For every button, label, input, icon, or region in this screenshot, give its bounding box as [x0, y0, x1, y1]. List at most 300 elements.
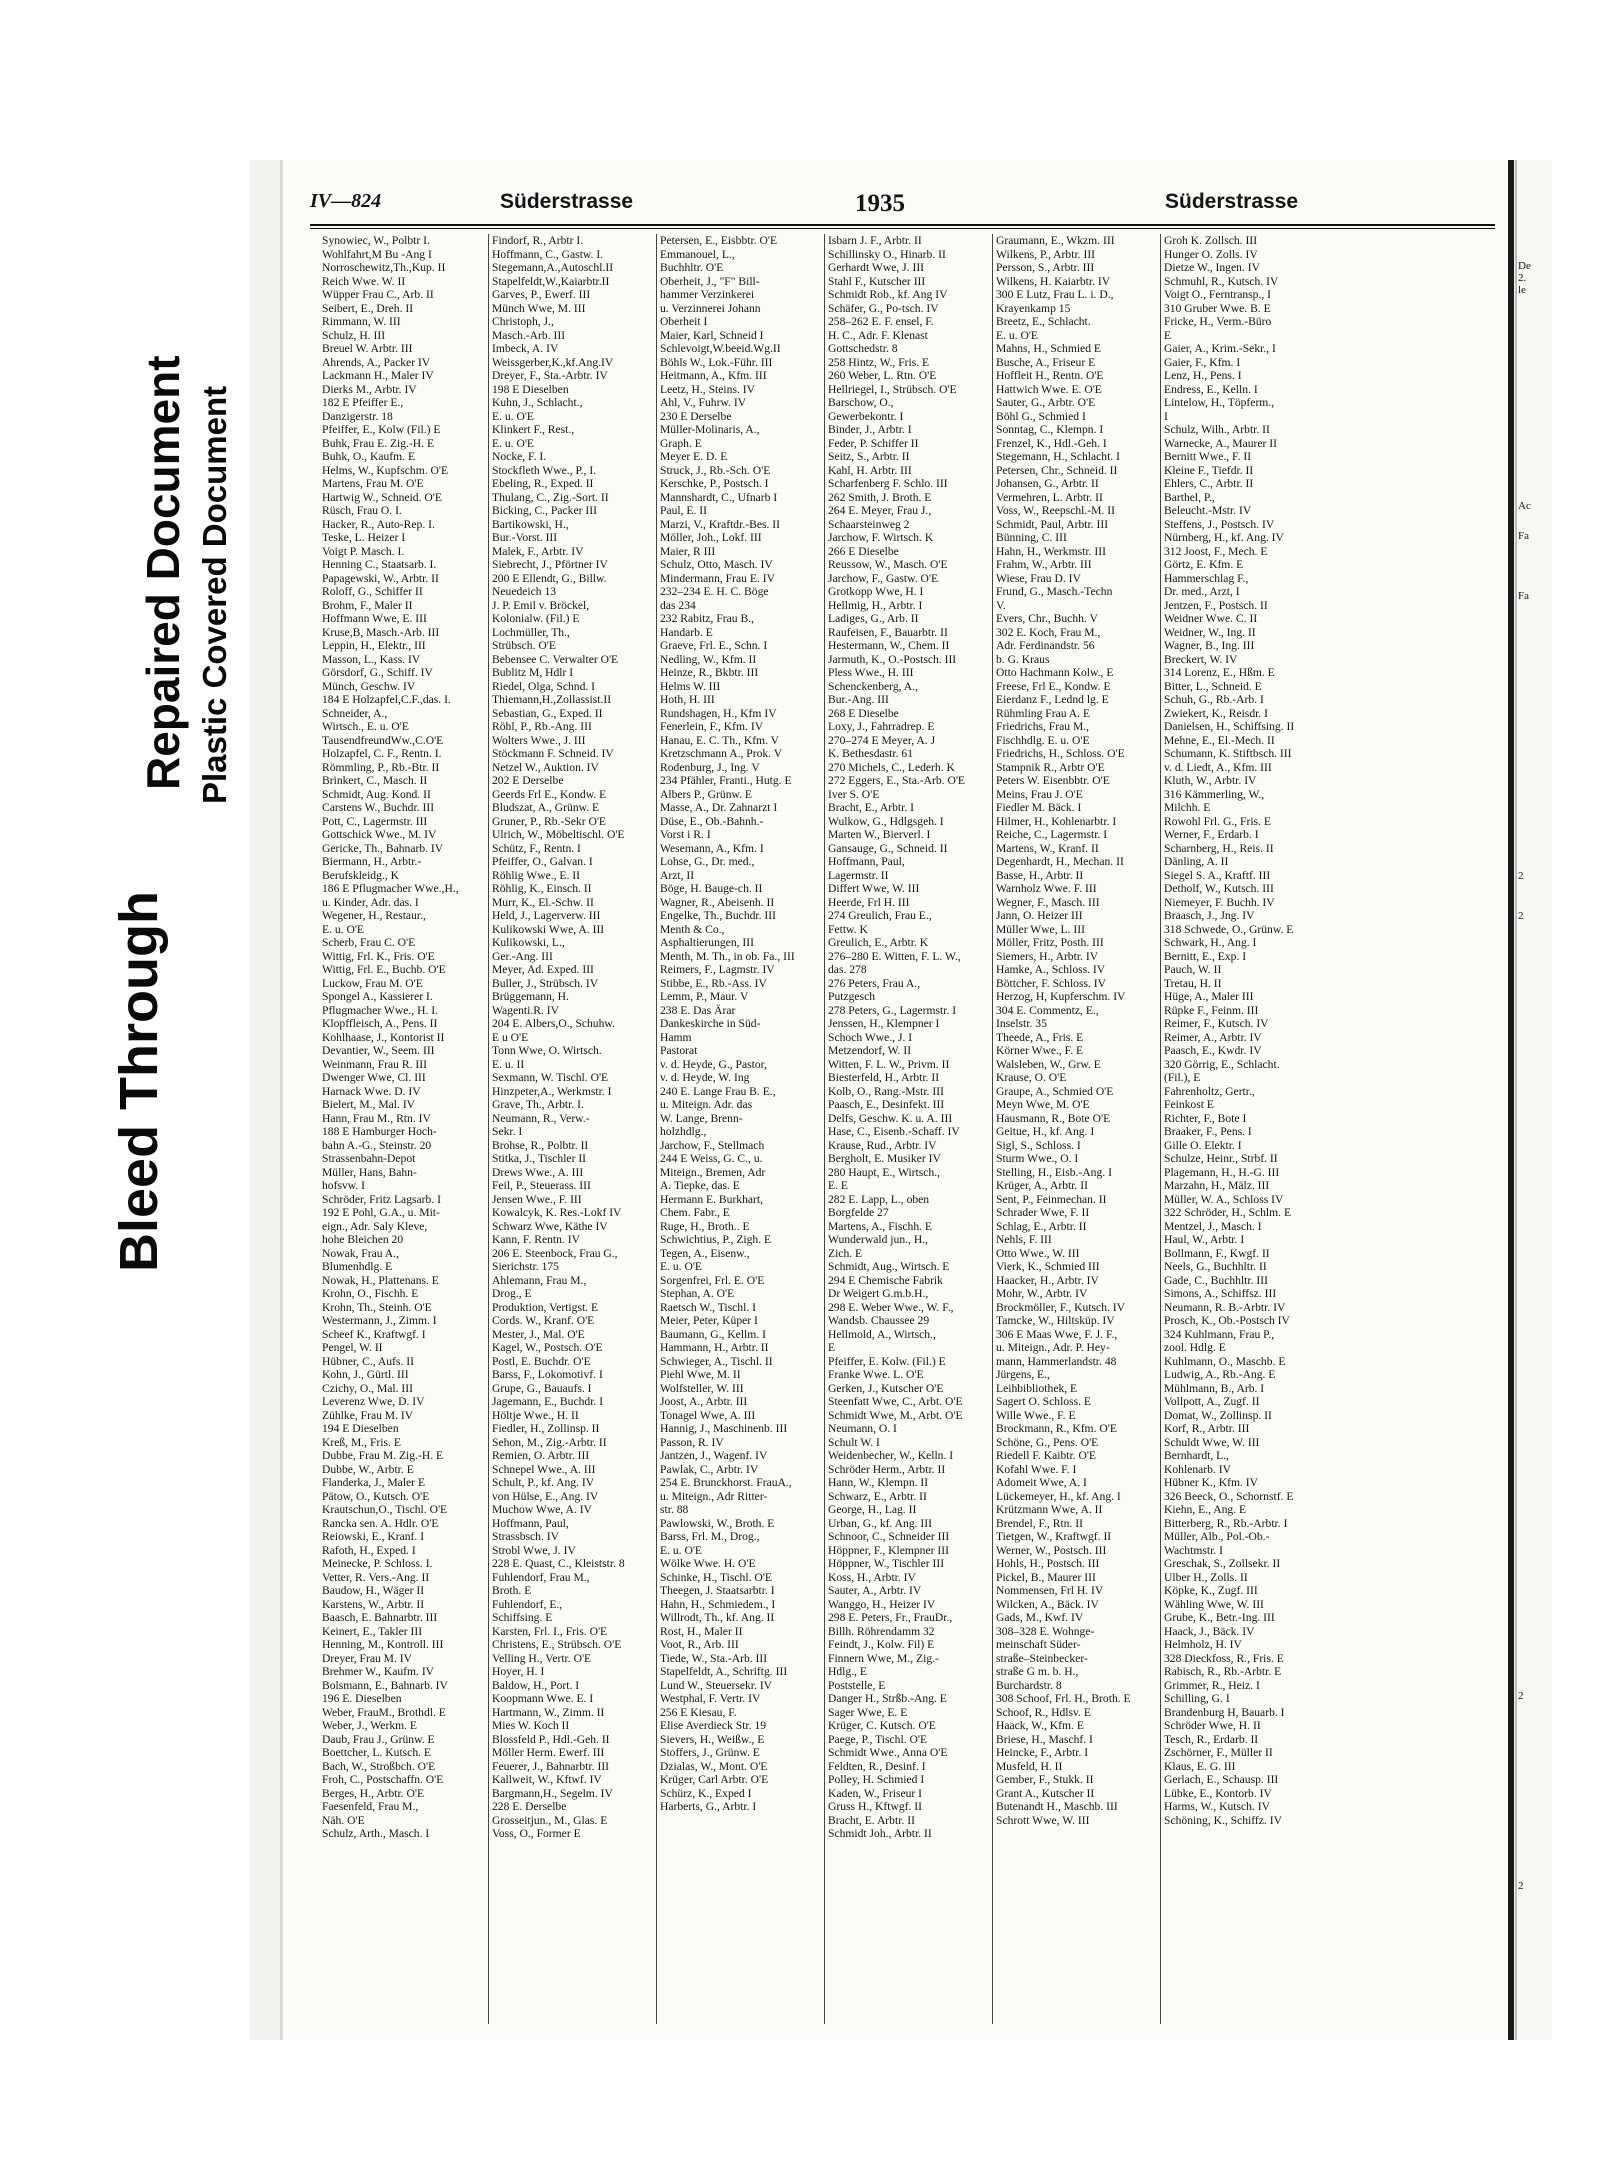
directory-entry: Kaden, W., Friseur I [828, 1786, 923, 1800]
directory-entry: 186 E Pflugmacher Wwe.,H., [322, 882, 459, 895]
directory-entry: das 234 [660, 598, 696, 612]
directory-entry: Ahl, V., Fuhrw. IV [660, 396, 747, 409]
directory-entry: Meier, Peter, Küper I [660, 1314, 758, 1327]
directory-entry: Dierks M., Arbtr. IV [322, 382, 417, 396]
directory-entry: Hestermann, W., Chem. II [828, 639, 950, 652]
directory-entry: Findorf, R., Arbtr I. [492, 234, 584, 247]
directory-entry: Carstens W., Buchdr. III [322, 801, 435, 814]
directory-entry: Finnern Wwe, M., Zig.- [828, 1651, 939, 1665]
directory-entry: TausendfreundWw.,C.O'E [322, 733, 444, 747]
directory-entry: Schenckenberg, A., [828, 679, 918, 693]
directory-entry: Weber, J., Werkm. E [322, 1719, 418, 1732]
directory-entry: Kulikowski, L., [492, 936, 565, 949]
directory-entry: Elise Averdieck Str. 19 [660, 1719, 767, 1732]
directory-entry: Schlag, E., Arbtr. II [996, 1219, 1087, 1233]
directory-entry: A. Tiepke, das. E [660, 1179, 740, 1192]
directory-entry: Klinkert F., Rest., [492, 423, 575, 436]
directory-entry: Baudow, H., Wäger II [322, 1584, 425, 1597]
directory-entry: Fricke, H., Verm.-Büro [1164, 315, 1272, 328]
directory-entry: Stelling, H., Eisb.-Ang. I [996, 1165, 1112, 1179]
directory-entry: Rafoth, H., Exped. I [322, 1543, 416, 1557]
directory-entry: Greulich, E., Arbtr. K [828, 936, 929, 949]
directory-entry: 308–328 E. Wohnge- [996, 1624, 1095, 1638]
directory-entry: Schwarz, E., Arbtr. II [828, 1489, 927, 1503]
directory-entry: Broth. E [492, 1584, 532, 1597]
directory-entry: Möller, Fritz, Posth. III [996, 936, 1104, 949]
directory-entry: Chem. Fabr., E [660, 1206, 730, 1219]
directory-entry: Breetz, E., Schlacht. [996, 315, 1091, 328]
directory-entry: Piehl Wwe, M. II [660, 1368, 741, 1381]
directory-entry: Strassbsch. IV [492, 1530, 559, 1543]
directory-entry: Werner, F., Erdarb. I [1164, 828, 1259, 841]
directory-entry: Römmling, P., Rb.-Btr. II [322, 760, 440, 774]
directory-entry: Möller Herm. Ewerf. III [492, 1746, 605, 1759]
directory-entry: Binder, J., Arbtr. I [828, 423, 912, 436]
directory-entry: Lenz, H., Pens. I [1164, 369, 1242, 382]
directory-entry: Hamke, A., Schloss. IV [996, 963, 1106, 976]
directory-entry: Gruner, P., Rb.-Sekr O'E [492, 814, 607, 828]
directory-entry: Bielert, M., Mal. IV [322, 1098, 416, 1111]
directory-entry: Wilkens, P., Arbtr. III [996, 247, 1096, 261]
directory-entry: Weber, FrauM., Brothdl. E [322, 1705, 446, 1719]
directory-entry: Ahrends, A., Packer IV [322, 355, 431, 369]
directory-entry: Kohlhaase, J., Kontorist II [322, 1030, 445, 1044]
directory-entry: Böge, H. Bauge-ch. II [660, 882, 763, 895]
directory-entry: Hanau, E. C. Th., Kfm. V [660, 733, 780, 747]
directory-entry: Feindt, J., Kolw. Fil) E [828, 1638, 935, 1651]
directory-entry: Wilkens, H. Kaiarbtr. IV [996, 274, 1111, 288]
directory-entry: Gewerbekontr. I [828, 409, 904, 423]
directory-entry: Reich Wwe. W. II [322, 274, 406, 288]
directory-entry: Schmidt Wwe, M., Arbt. O'E [828, 1408, 963, 1422]
directory-entry: Rundshagen, H., Kfm IV [660, 706, 777, 720]
directory-entry: Groh K. Zollsch. III [1164, 234, 1258, 247]
directory-entry: Sent, P., Feinmechan. II [996, 1192, 1107, 1206]
directory-entry: Theede, A., Fris. E [996, 1030, 1084, 1044]
directory-entry: Krohn, O., Fischh. E [322, 1287, 419, 1300]
directory-entry: Klaus, E. G. III [1164, 1759, 1236, 1773]
directory-entry: 188 E Hamburger Hoch- [322, 1125, 437, 1138]
directory-entry: 272 Eggers, E., Sta.-Arb. O'E [828, 774, 966, 787]
directory-entry: Krüger, Carl Arbtr. O'E [660, 1773, 769, 1786]
directory-entry: Pauch, W. II [1164, 963, 1222, 976]
directory-entry: Luckow, Frau M. O'E [322, 976, 423, 990]
directory-entry: Brockmann, R., Kfm. O'E [996, 1422, 1117, 1435]
directory-entry: Harms, W., Kutsch. IV [1164, 1800, 1270, 1813]
directory-entry: 266 E Dieselbe [828, 544, 899, 558]
directory-entry: E. u. O'E [996, 328, 1039, 342]
directory-entry: H. C., Adr. F. Klenast [828, 328, 928, 342]
directory-entry: Evers, Chr., Buchh. V [996, 612, 1098, 625]
directory-entry: Bebensee C. Verwalter O'E [492, 652, 619, 666]
directory-entry: Henning, M., Kontroll. III [322, 1638, 444, 1651]
directory-entry: v. d. Liedt, A., Kfm. III [1164, 760, 1272, 774]
directory-entry: mann, Hammerlandstr. 48 [996, 1354, 1117, 1368]
directory-entry: Stöckmann F. Schneid. IV [492, 747, 614, 760]
directory-entry: hammer Verzinkerei [660, 288, 755, 301]
directory-entry: Wittig, Frl. E., Buchb. O'E [322, 963, 446, 976]
directory-entry: Sauter, A., Arbtr. IV [828, 1584, 922, 1597]
directory-entry: Oberheit I [660, 315, 708, 328]
directory-entry: Endress, E., Kelln. I [1164, 382, 1258, 396]
directory-entry: Krüger, A., Arbtr. II [996, 1179, 1088, 1192]
directory-entry: Fuhlendorf, Frau M., [492, 1570, 590, 1584]
directory-entry: 298 E. Weber Wwe., W. F., [828, 1300, 954, 1314]
directory-entry: Produktion, Vertigst. E [492, 1300, 599, 1314]
directory-entry: Baldow, H., Port. I [492, 1678, 580, 1692]
directory-entry: 258–262 E. F. ensel, F. [828, 315, 934, 328]
directory-entry: Warnholz Wwe. F. III [996, 882, 1097, 895]
directory-entry: Bünning, C. III [996, 531, 1067, 544]
directory-entry: Dreyer, F., Sta.-Arbtr. IV [492, 369, 608, 382]
directory-entry: Friedrichs, Frau M., [996, 720, 1090, 733]
directory-entry: 278 Peters, G., Lagermstr. I [828, 1003, 957, 1017]
directory-entry: Sauter, G., Arbtr. O'E [996, 396, 1096, 409]
directory-entry: Siemers, H., Arbtr. IV [996, 949, 1099, 963]
directory-entry: Röhl, P., Rb.-Ang. III [492, 720, 592, 733]
directory-entry: Stahl F., Kutscher III [828, 274, 926, 288]
directory-entry: Maier, R III [660, 544, 716, 558]
directory-entry: Leverenz Wwe, D. IV [322, 1395, 425, 1408]
directory-entry: Kann, F. Rentn. IV [492, 1233, 580, 1246]
directory-entry: Brockmöller, F., Kutsch. IV [996, 1300, 1126, 1314]
directory-entry: Kleine F., Tiefdr. II [1164, 463, 1254, 477]
edge-fragment: 2 [1518, 1690, 1524, 1702]
directory-entry: Schrader Wwe, F. II [996, 1206, 1090, 1219]
directory-entry: Hann, W., Klempn. II [828, 1476, 929, 1489]
directory-entry: Kretzschmann A., Prok. V [660, 747, 783, 760]
directory-entry: (Fil.), E [1164, 1071, 1201, 1084]
directory-entry: Poststelle, E [828, 1678, 886, 1692]
directory-entry: Gille O. Elektr. I [1164, 1138, 1242, 1152]
directory-entry: Müller, Alb., Pol.-Ob.- [1164, 1530, 1270, 1543]
directory-entry: Passon, R. IV [660, 1435, 724, 1449]
directory-entry: straße–Steinbecker- [996, 1651, 1088, 1665]
directory-entry: Frahm, W., Arbtr. III [996, 558, 1092, 571]
directory-entry: v. d. Heyde, G., Pastor, [660, 1057, 767, 1071]
directory-entry: Adr. Ferdinandstr. 56 [996, 639, 1095, 652]
directory-entry: Albers P., Grünw. E [660, 787, 752, 801]
directory-entry: Voss, W., Reepschl.-M. II [996, 504, 1115, 517]
directory-entry: Handarb. E [660, 625, 713, 639]
directory-entry: Dzialas, W., Mont. O'E [660, 1759, 768, 1773]
directory-entry: Köpke, K., Zugf. III [1164, 1584, 1258, 1597]
directory-entry: Röhlig, K., Einsch. II [492, 882, 592, 895]
directory-entry: Brehmer W., Kaufm. IV [322, 1665, 435, 1678]
directory-entry: Sonntag, C., Klempn. I [996, 423, 1104, 436]
directory-entry: Buller, J., Strübsch. IV [492, 976, 599, 990]
directory-entry: Stitka, J., Tischler II [492, 1152, 587, 1165]
directory-entry: Berges, H., Arbtr. O'E [322, 1786, 425, 1800]
directory-entry: E. u. O'E [492, 409, 535, 423]
directory-entry: Pflugmacher Wwe., H. I. [322, 1003, 439, 1017]
directory-entry: Ehlers, C., Arbtr. II [1164, 477, 1254, 490]
directory-entry: Brohm, F., Maler II [322, 598, 413, 612]
directory-entry: 264 E. Meyer, Frau J., [828, 504, 932, 517]
directory-entry: Delfs, Geschw. K. u. A. III [828, 1111, 953, 1125]
directory-entry: Sorgenfrei, Frl. E. O'E [660, 1273, 765, 1287]
edge-fragment: 2. [1518, 272, 1527, 284]
edge-fragment: De [1518, 260, 1531, 272]
directory-entry: K. Bethesdastr. 61 [828, 747, 914, 760]
directory-entry: Bernitt, E., Exp. I [1164, 949, 1247, 963]
directory-entry: Schwarz Wwe, Käthe IV [492, 1219, 608, 1233]
directory-entry: Gaier, A., Krim.-Sekr., I [1164, 342, 1276, 355]
directory-entry: Gember, F., Stukk. II [996, 1773, 1094, 1786]
directory-entry: Böhl G., Schmied I [996, 409, 1086, 423]
directory-entry: Raetsch W., Tischl. I [660, 1300, 756, 1314]
directory-entry: Weidenbecher, W., Kelln. I [828, 1449, 954, 1462]
directory-entry: Raufeisen, F., Bauarbtr. II [828, 625, 948, 639]
edge-fragment: 2 [1518, 1880, 1524, 1892]
directory-entry: Kulikowski Wwe, A. III [492, 922, 605, 936]
directory-entry: Gansauge, G., Schneid. II [828, 841, 948, 855]
directory-entry: Bach, W., Stroßbch. O'E [322, 1759, 436, 1773]
directory-entry: Berufskleidg., K [322, 868, 399, 882]
directory-entry: Nommensen, Frl H. IV [996, 1584, 1104, 1597]
directory-entry: Biesterfeld, H., Arbtr. II [828, 1071, 940, 1084]
directory-entry: V. [996, 598, 1006, 612]
directory-entry: Mester, J., Mal. O'E [492, 1327, 585, 1341]
next-page-edge [1515, 160, 1552, 2040]
directory-entry: Christens, E., Strübsch. O'E [492, 1638, 622, 1651]
directory-entry: Dänling, A. II [1164, 855, 1229, 868]
directory-entry: Malek, F., Arbtr. IV [492, 544, 584, 558]
directory-entry: Kagel, W., Postsch. O'E [492, 1341, 603, 1354]
directory-entry: Ludwig, A., Rb.-Ang. E [1164, 1368, 1276, 1381]
header-rule-thin [310, 228, 1495, 229]
directory-entry: Riedel, Olga, Schnd. I [492, 679, 596, 693]
directory-entry: Nürnberg, H., kf. Ang. IV [1164, 531, 1284, 544]
directory-entry: Möller, Joh., Lokf. III [660, 531, 762, 544]
directory-entry: Voigt P. Masch. I. [322, 544, 405, 558]
directory-entry: Jarmuth, K., O.-Postsch. III [828, 652, 957, 666]
directory-entry: Schlevoigt,W.beeid.Wg.II [660, 342, 781, 355]
directory-entry: Biermann, H., Arbtr.- [322, 855, 422, 868]
directory-entry: Voot, R., Arb. III [660, 1638, 739, 1651]
directory-entry: str. 88 [660, 1503, 689, 1516]
directory-entry: 230 E Derselbe [660, 409, 732, 423]
directory-entry: Hoffmann, Paul, [492, 1516, 569, 1530]
directory-entry: Rühmling Frau A. E [996, 706, 1091, 720]
directory-entry: Jarchow, F., Stellmach [660, 1138, 765, 1152]
directory-entry: hofsvw. I [322, 1179, 366, 1192]
directory-entry: Milchh. E [1164, 801, 1211, 814]
directory-entry: Grave, Th., Arbtr. I. [492, 1098, 584, 1111]
directory-entry: Gerlach, E., Schausp. III [1164, 1773, 1279, 1786]
directory-entry: Hoth, H. III [660, 693, 715, 706]
directory-entry: Scharnberg, H., Reis. II [1164, 841, 1274, 855]
directory-entry: 260 Weber, L. Rtn. O'E [828, 369, 937, 382]
directory-entry: Scheef K., Kraftwgf. I [322, 1327, 426, 1341]
directory-entry: Martens, A., Fischh. E [828, 1219, 933, 1233]
column-divider [824, 234, 825, 2024]
scanned-page [250, 160, 1550, 2040]
directory-entry: George, H., Lag. II [828, 1503, 917, 1516]
directory-entry: Nocke, F. I. [492, 450, 547, 463]
directory-entry: Butenandt H., Maschb. III [996, 1800, 1118, 1813]
directory-entry: Sager Wwe, E. E [828, 1705, 908, 1719]
directory-entry: Baasch, E. Bahnarbtr. III [322, 1611, 438, 1624]
directory-entry: Postl, E. Buchdr. O'E [492, 1354, 591, 1368]
directory-entry: Mies W. Koch II [492, 1719, 570, 1732]
directory-entry: Held, J., Lagerverw. III [492, 909, 601, 922]
directory-entry: Münch, Geschw. IV [322, 679, 416, 693]
directory-entry: Masson, L., Kass. IV [322, 652, 421, 666]
directory-entry: 294 E Chemische Fabrik [828, 1273, 943, 1287]
directory-entry: Steffens, J., Postsch. IV [1164, 517, 1275, 531]
directory-entry: Dr Weigert G.m.b.H., [828, 1287, 929, 1300]
directory-entry: Kerschke, P., Postsch. I [660, 477, 769, 490]
directory-entry: Degenhardt, H., Mechan. II [996, 855, 1124, 868]
directory-entry: Siebrecht, J., Pförtner IV [492, 558, 608, 571]
directory-entry: Loxy, J., Fahrradrep. E [828, 720, 935, 733]
directory-entry: Kallweit, W., Kftwf. IV [492, 1773, 602, 1786]
directory-entry: Czichy, O., Mal. III [322, 1381, 414, 1395]
directory-entry: Tiede, W., Sta.-Arb. III [660, 1651, 768, 1665]
directory-entry: meinschaft Süder- [996, 1638, 1081, 1651]
directory-entry: Remien, O. Arbtr. III [492, 1449, 590, 1462]
directory-entry: Hilmer, H., Kohlenarbtr. I [996, 814, 1117, 828]
edge-fragment: 2 [1518, 870, 1524, 882]
directory-entry: Polley, H. Schmied I [828, 1773, 925, 1786]
directory-entry: Tamcke, W., Hiltsküp. IV [996, 1314, 1115, 1327]
directory-entry: Stampnik R., Arbtr O'E [996, 760, 1105, 774]
directory-entry: Busche, A., Friseur E [996, 355, 1096, 369]
directory-entry: Drews Wwe., A. III [492, 1165, 584, 1179]
directory-entry: Braaker, F., Pens. I [1164, 1125, 1252, 1138]
directory-entry: Kluth, W., Arbtr. IV [1164, 774, 1257, 787]
directory-entry: Schwark, H., Ang. I [1164, 936, 1257, 949]
directory-entry: Krautschun,O., Tischl. O'E [322, 1503, 448, 1516]
directory-entry: Graupe, A., Schmied O'E [996, 1084, 1114, 1098]
directory-entry: Simons, A., Schiffsz. III [1164, 1287, 1277, 1300]
directory-entry: 326 Beeck, O., Schornstf. E [1164, 1489, 1294, 1503]
directory-column-2 [492, 234, 655, 2024]
directory-entry: Jagemann, E., Buchdr. I [492, 1395, 604, 1408]
directory-entry: Geerds Frl E., Kondw. E [492, 787, 607, 801]
directory-entry: Steenfatt Wwe, C., Arbt. O'E [828, 1395, 963, 1408]
directory-entry: Danger H., Strßb.-Ang. E [828, 1692, 947, 1705]
directory-entry: 204 E. Albers,O., Schuhw. [492, 1017, 615, 1030]
directory-entry: Sturm Wwe., O. I [996, 1152, 1079, 1165]
directory-entry: Schrott Wwe, W. III [996, 1813, 1090, 1827]
directory-entry: E. u. O'E [660, 1543, 703, 1557]
directory-entry: Sagert O. Schloss. E [996, 1395, 1091, 1408]
directory-entry: Barss, Frl. M., Drog., [660, 1530, 760, 1543]
directory-entry: Schöning, K., Schiffz. IV [1164, 1813, 1282, 1827]
directory-entry: 282 E. Lapp, L., oben [828, 1192, 930, 1206]
directory-entry: Hoyer, H. I [492, 1665, 545, 1678]
directory-entry: Krause, O. O'E [996, 1071, 1067, 1084]
directory-entry: Schoch Wwe., J. I [828, 1030, 913, 1044]
directory-entry: Wolters Wwe., J. III [492, 733, 586, 747]
directory-entry: Wiese, Frau D. IV [996, 571, 1081, 585]
directory-entry: 320 Görrig, E., Schlacht. [1164, 1057, 1280, 1071]
directory-entry: Schuldt Wwe, W. III [1164, 1435, 1260, 1449]
directory-entry: Schulz, H. III [322, 328, 386, 342]
directory-entry: Voss, O., Former E [492, 1827, 581, 1840]
directory-entry: Mohr, W., Arbtr. IV [996, 1287, 1088, 1300]
directory-entry: Borgfelde 27 [828, 1206, 889, 1219]
directory-entry: Helms W. III [660, 679, 721, 693]
directory-entry: Seitz, S., Arbtr. II [828, 450, 910, 463]
directory-entry: Drog., E [492, 1287, 532, 1300]
directory-entry: Meyn Wwe, M. O'E [996, 1098, 1090, 1111]
directory-entry: Mentzel, J., Masch. I [1164, 1219, 1262, 1233]
directory-entry: Meinecke, P. Schloss. I. [322, 1557, 433, 1570]
directory-entry: Thiemann,H.,Zollassist.II [492, 693, 612, 706]
directory-entry: Kolonialw. (Fil.) E [492, 612, 580, 625]
directory-entry: Schwichtius, P., Zigh. E [660, 1233, 772, 1246]
directory-entry: Feuerer, J., Bahnarbtr. III [492, 1759, 610, 1773]
directory-entry: Schnepel Wwe., A. III [492, 1462, 596, 1476]
directory-entry: Wölke Wwe. H. O'E [660, 1557, 756, 1570]
directory-entry: Teske, L. Heizer I [322, 531, 406, 544]
directory-entry: Martens, Frau M. O'E [322, 477, 424, 490]
directory-entry: Bernhardt, L., [1164, 1449, 1230, 1462]
directory-entry: Rimmann, W. III [322, 315, 401, 328]
directory-entry: Westermann, J., Zimm. I [322, 1314, 437, 1327]
directory-entry: Schumann, K. Stiftbsch. III [1164, 747, 1292, 760]
directory-entry: Sehon, M., Zig.-Arbtr. II [492, 1435, 607, 1449]
directory-entry: Lund W., Steuersekr. IV [660, 1678, 773, 1692]
directory-entry: Jarchow, F. Wirtsch. K [828, 531, 934, 544]
directory-entry: Joost, A., Arbtr. III [660, 1395, 748, 1408]
directory-entry: Ger.-Ang. III [492, 949, 553, 963]
directory-entry: Breuel W. Arbtr. III [322, 342, 413, 355]
directory-entry: Pätow, O., Kutsch. O'E [322, 1489, 430, 1503]
directory-entry: Keinert, E., Takler III [322, 1624, 423, 1638]
directory-entry: Körner Wwe., F. E [996, 1044, 1084, 1057]
directory-entry: Kruse,B, Masch.-Arb. III [322, 625, 440, 639]
directory-entry: Velling H., Vertr. O'E [492, 1651, 592, 1665]
directory-entry: Braasch, J., Jng. IV [1164, 909, 1255, 922]
directory-entry: Strübsch. O'E [492, 639, 556, 652]
directory-entry: Höppner, W., Tischler III [828, 1557, 945, 1570]
directory-entry: Paasch, E., Desinfekt. III [828, 1098, 945, 1111]
directory-entry: Masch.-Arb. III [492, 328, 566, 342]
directory-entry: Theegen, J. Staatsarbtr. I [660, 1584, 775, 1597]
directory-entry: Hannig, J., Maschinenb. III [660, 1422, 788, 1435]
street-name-left: Süderstrasse [500, 190, 634, 213]
directory-entry: Dubbe, Frau M. Zig.-H. E [322, 1449, 444, 1462]
directory-entry: Hartwig W., Schneid. O'E [322, 490, 442, 504]
directory-year: 1935 [855, 190, 905, 217]
directory-entry: Emmanouel, L., [660, 247, 735, 261]
directory-entry: Pastorat [660, 1044, 698, 1057]
edge-fragment: Ac [1518, 500, 1531, 512]
edge-fragment: le [1518, 284, 1526, 296]
directory-entry: Dr. med., Arzt, I [1164, 585, 1240, 598]
directory-entry: Bergholt, E. Musiker IV [828, 1152, 941, 1165]
directory-entry: 198 E Dieselben [492, 382, 569, 396]
directory-entry: Bicking, C., Packer III [492, 504, 597, 517]
directory-entry: Meyer E. D. E [660, 450, 728, 463]
directory-entry: Schröder, Fritz Lagsarb. I [322, 1192, 441, 1206]
directory-entry: Wesemann, A., Kfm. I [660, 841, 764, 855]
column-divider [1160, 234, 1161, 2024]
directory-entry: 194 E Dieselben [322, 1422, 399, 1435]
directory-entry: Müller, Hans, Bahn- [322, 1165, 417, 1179]
directory-entry: u. Kinder, Adr. das. I [322, 895, 419, 909]
directory-entry: Beleucht.-Mstr. IV [1164, 504, 1252, 517]
directory-entry: Marten W., Bierverl. I [828, 828, 931, 841]
directory-entry: Brohse, R., Polbtr. II [492, 1138, 589, 1152]
directory-entry: Inselstr. 35 [996, 1017, 1047, 1030]
directory-entry: Voigt O., Ferntransp., I [1164, 288, 1272, 301]
directory-entry: Schütz, F., Rentn. I [492, 841, 581, 855]
